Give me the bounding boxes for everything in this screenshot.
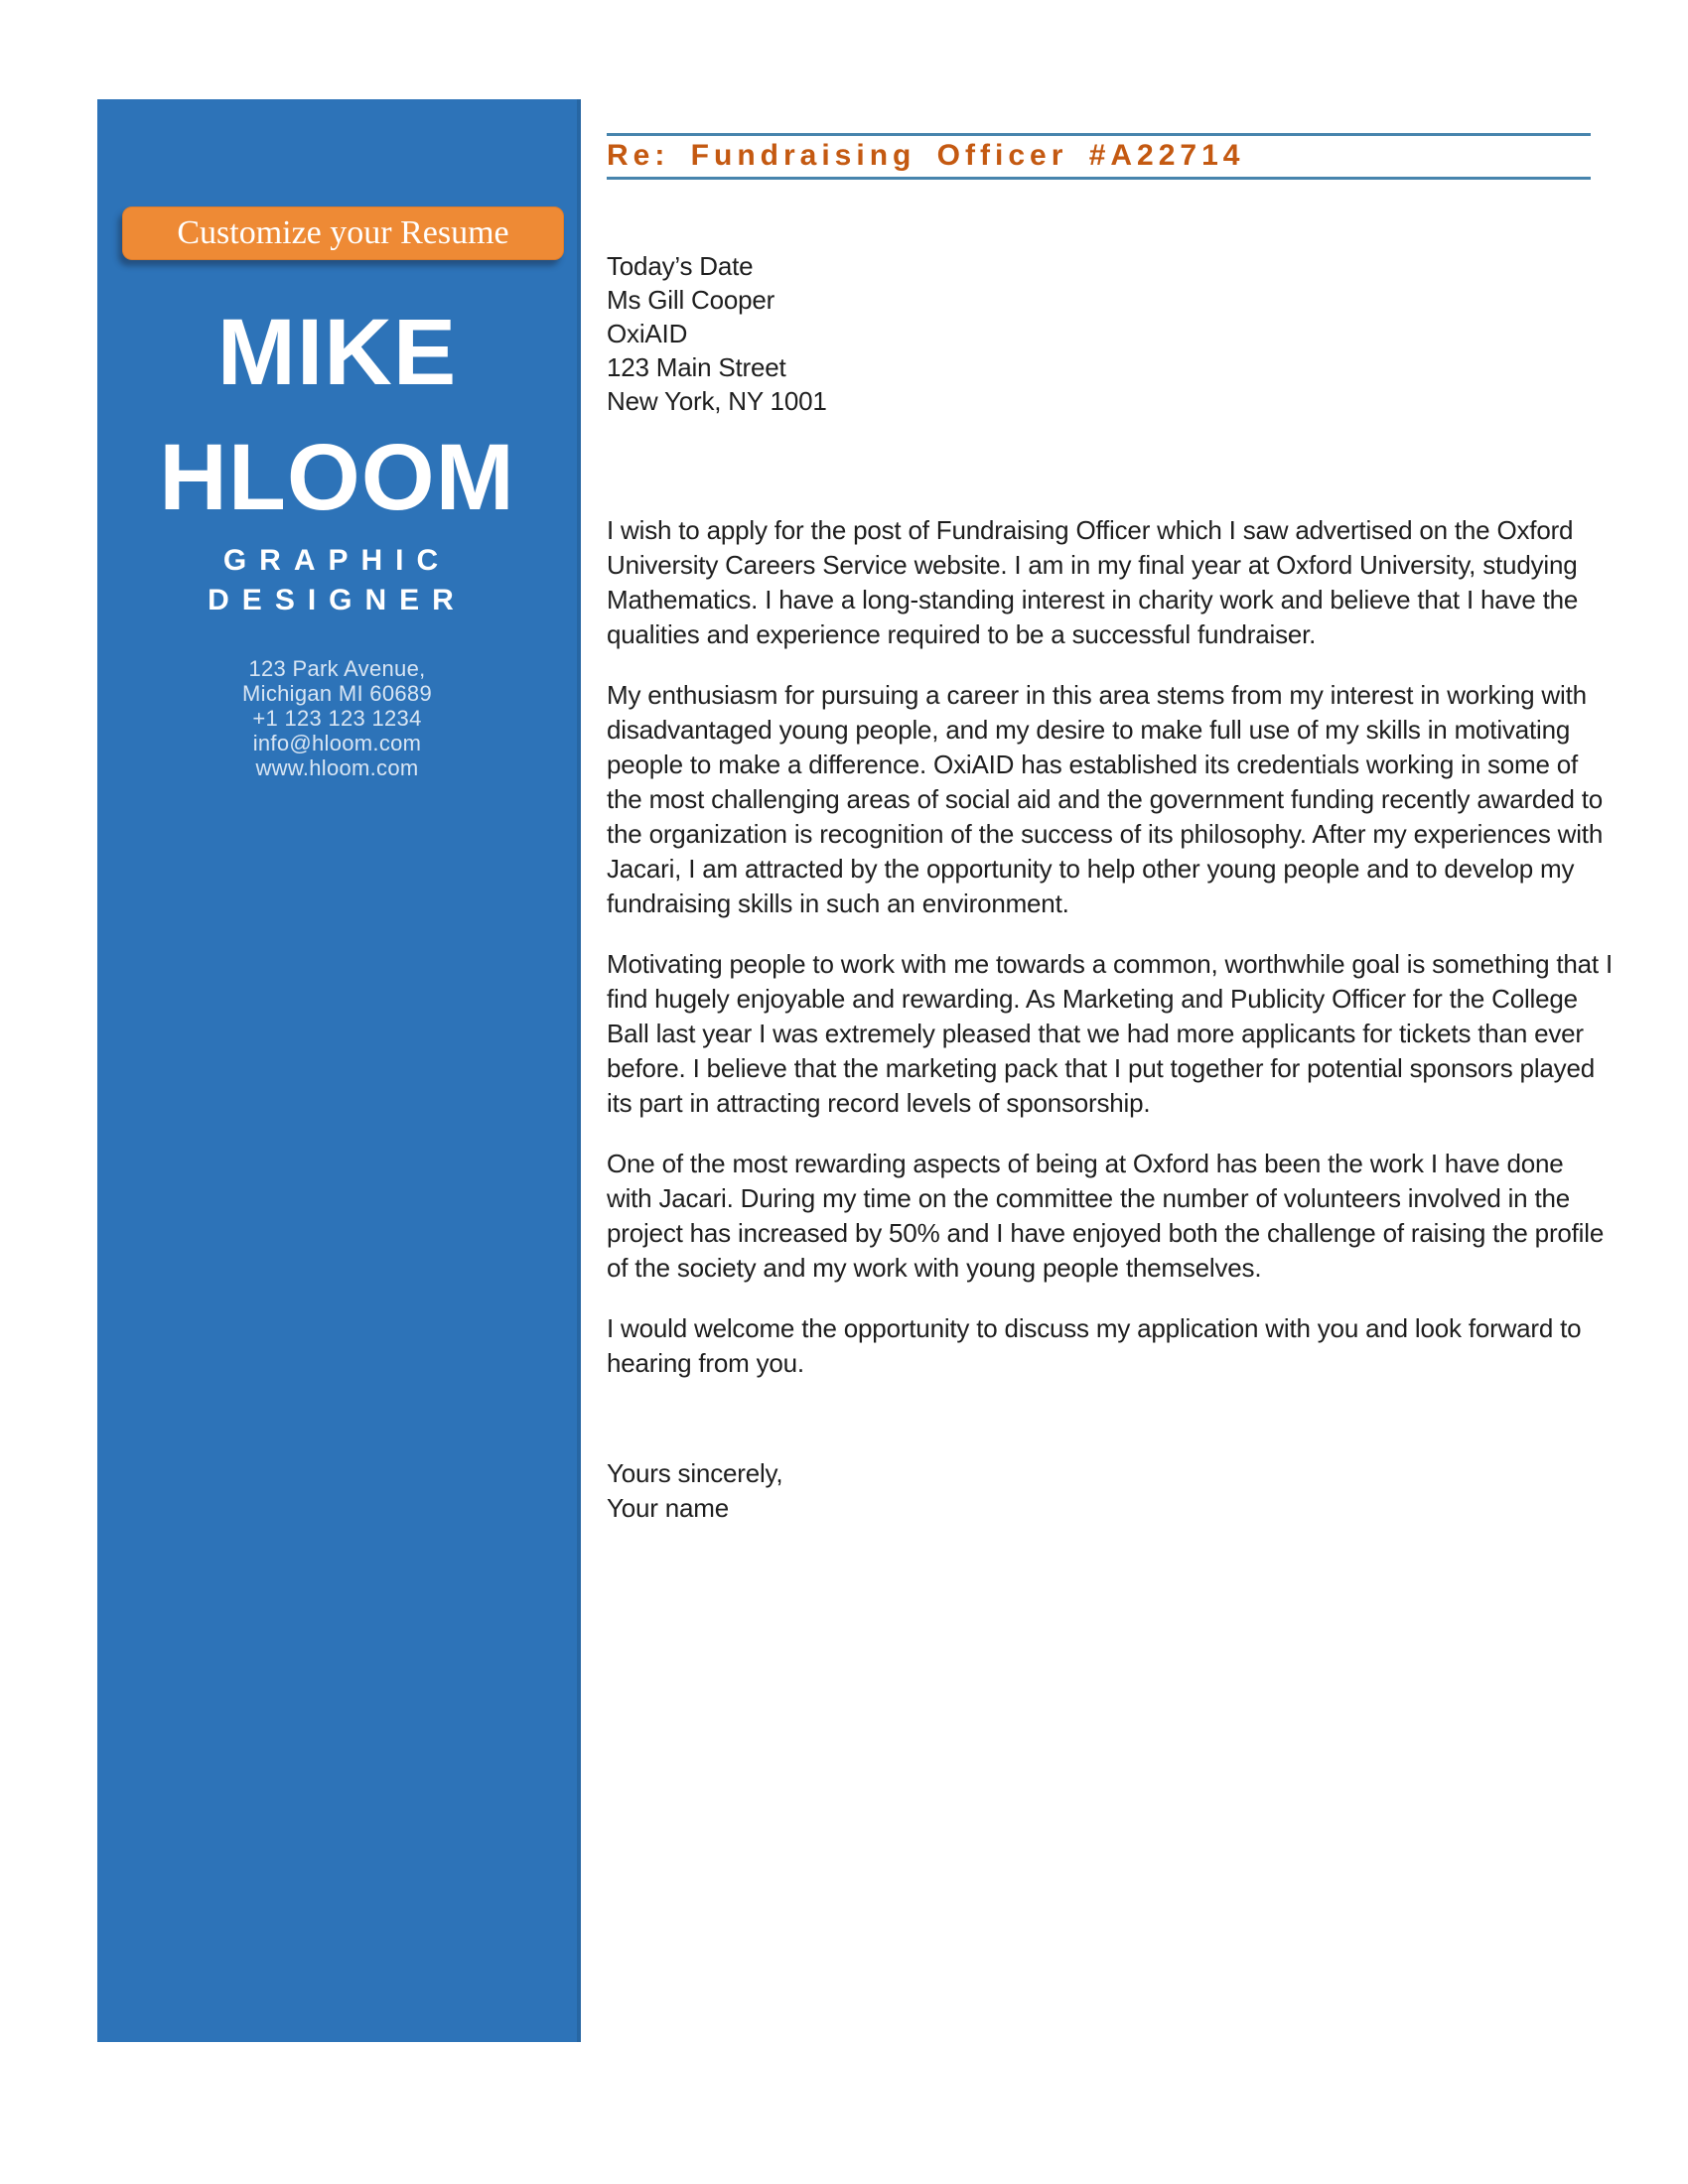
recipient-name: Ms Gill Cooper	[607, 285, 775, 315]
paragraph-1: I wish to apply for the post of Fundraising Officer which I saw advertised on the Oxford University Careers Service website. I am in my final year at Oxford University, studying Mathematics. I have a long-standing interest in charity work and believe that I have the qualities and experience required to be a successful fundraiser.	[607, 515, 1579, 649]
paragraph-3: Motivating people to work with me towards a common, worthwhile goal is something that I find hugely enjoyable and rewarding. As Marketing and Publicity Officer for the College Ball last year I was extremely pleased that we had more applicants for tickets than ever before. I believe that the marketing pack that I put together for potential sponsors played its part in attracting record levels of sponsorship.	[607, 949, 1613, 1118]
job-title-line2: DESIGNER	[208, 584, 467, 616]
recipient-date: Today’s Date	[607, 251, 754, 281]
contact-phone: +1 123 123 1234	[252, 706, 422, 731]
candidate-last-name: HLOOM	[159, 425, 515, 530]
job-title-line1: GRAPHIC	[222, 544, 452, 577]
recipient-block	[607, 249, 1615, 418]
candidate-first-name: MIKE	[216, 300, 458, 405]
paragraph-4: One of the most rewarding aspects of being at Oxford has been the work I have done with Jacari. During my time on the committee the number of volunteers involved in the project has increased by 50% and I have enjoyed both the challenge of raising the profile of the society and my work with young people themselves.	[607, 1149, 1605, 1283]
closing-block	[607, 1456, 1615, 1526]
closing-signature: Your name	[607, 1493, 729, 1523]
contact-street: 123 Park Avenue,	[248, 656, 426, 681]
candidate-name	[97, 290, 577, 540]
closing-salutation: Yours sincerely,	[607, 1458, 783, 1488]
recipient-org: OxiAID	[607, 319, 688, 348]
recipient-city: New York, NY 1001	[607, 386, 827, 416]
contact-city: Michigan MI 60689	[242, 681, 432, 706]
contact-website: www.hloom.com	[255, 755, 419, 780]
contact-email: info@hloom.com	[252, 731, 422, 755]
customize-resume-button[interactable]: Customize your Resume	[122, 206, 564, 260]
letter-body	[607, 0, 1615, 1526]
sidebar	[97, 99, 581, 2042]
subject-line: Re: Fundraising Officer #A22714	[607, 133, 1591, 180]
paragraph-2: My enthusiasm for pursuing a career in this area stems from my interest in working with disadvantaged young people, and my desire to make full use of my skills in motivating people to make a difference. OxiAID has established its credentials working in some of the most challenging areas of social aid and the government funding recently awarded to the organization is recognition of the success of its philosophy. After my experiences with Jacari, I am attracted by the opportunity to help other young people and to develop my fundraising skills in such an environment.	[607, 680, 1604, 918]
job-title	[97, 541, 577, 620]
contact-block	[97, 656, 577, 780]
paragraph-5: I would welcome the opportunity to discuss my application with you and look forward to hearing from you.	[607, 1313, 1582, 1378]
recipient-street: 123 Main Street	[607, 352, 786, 382]
